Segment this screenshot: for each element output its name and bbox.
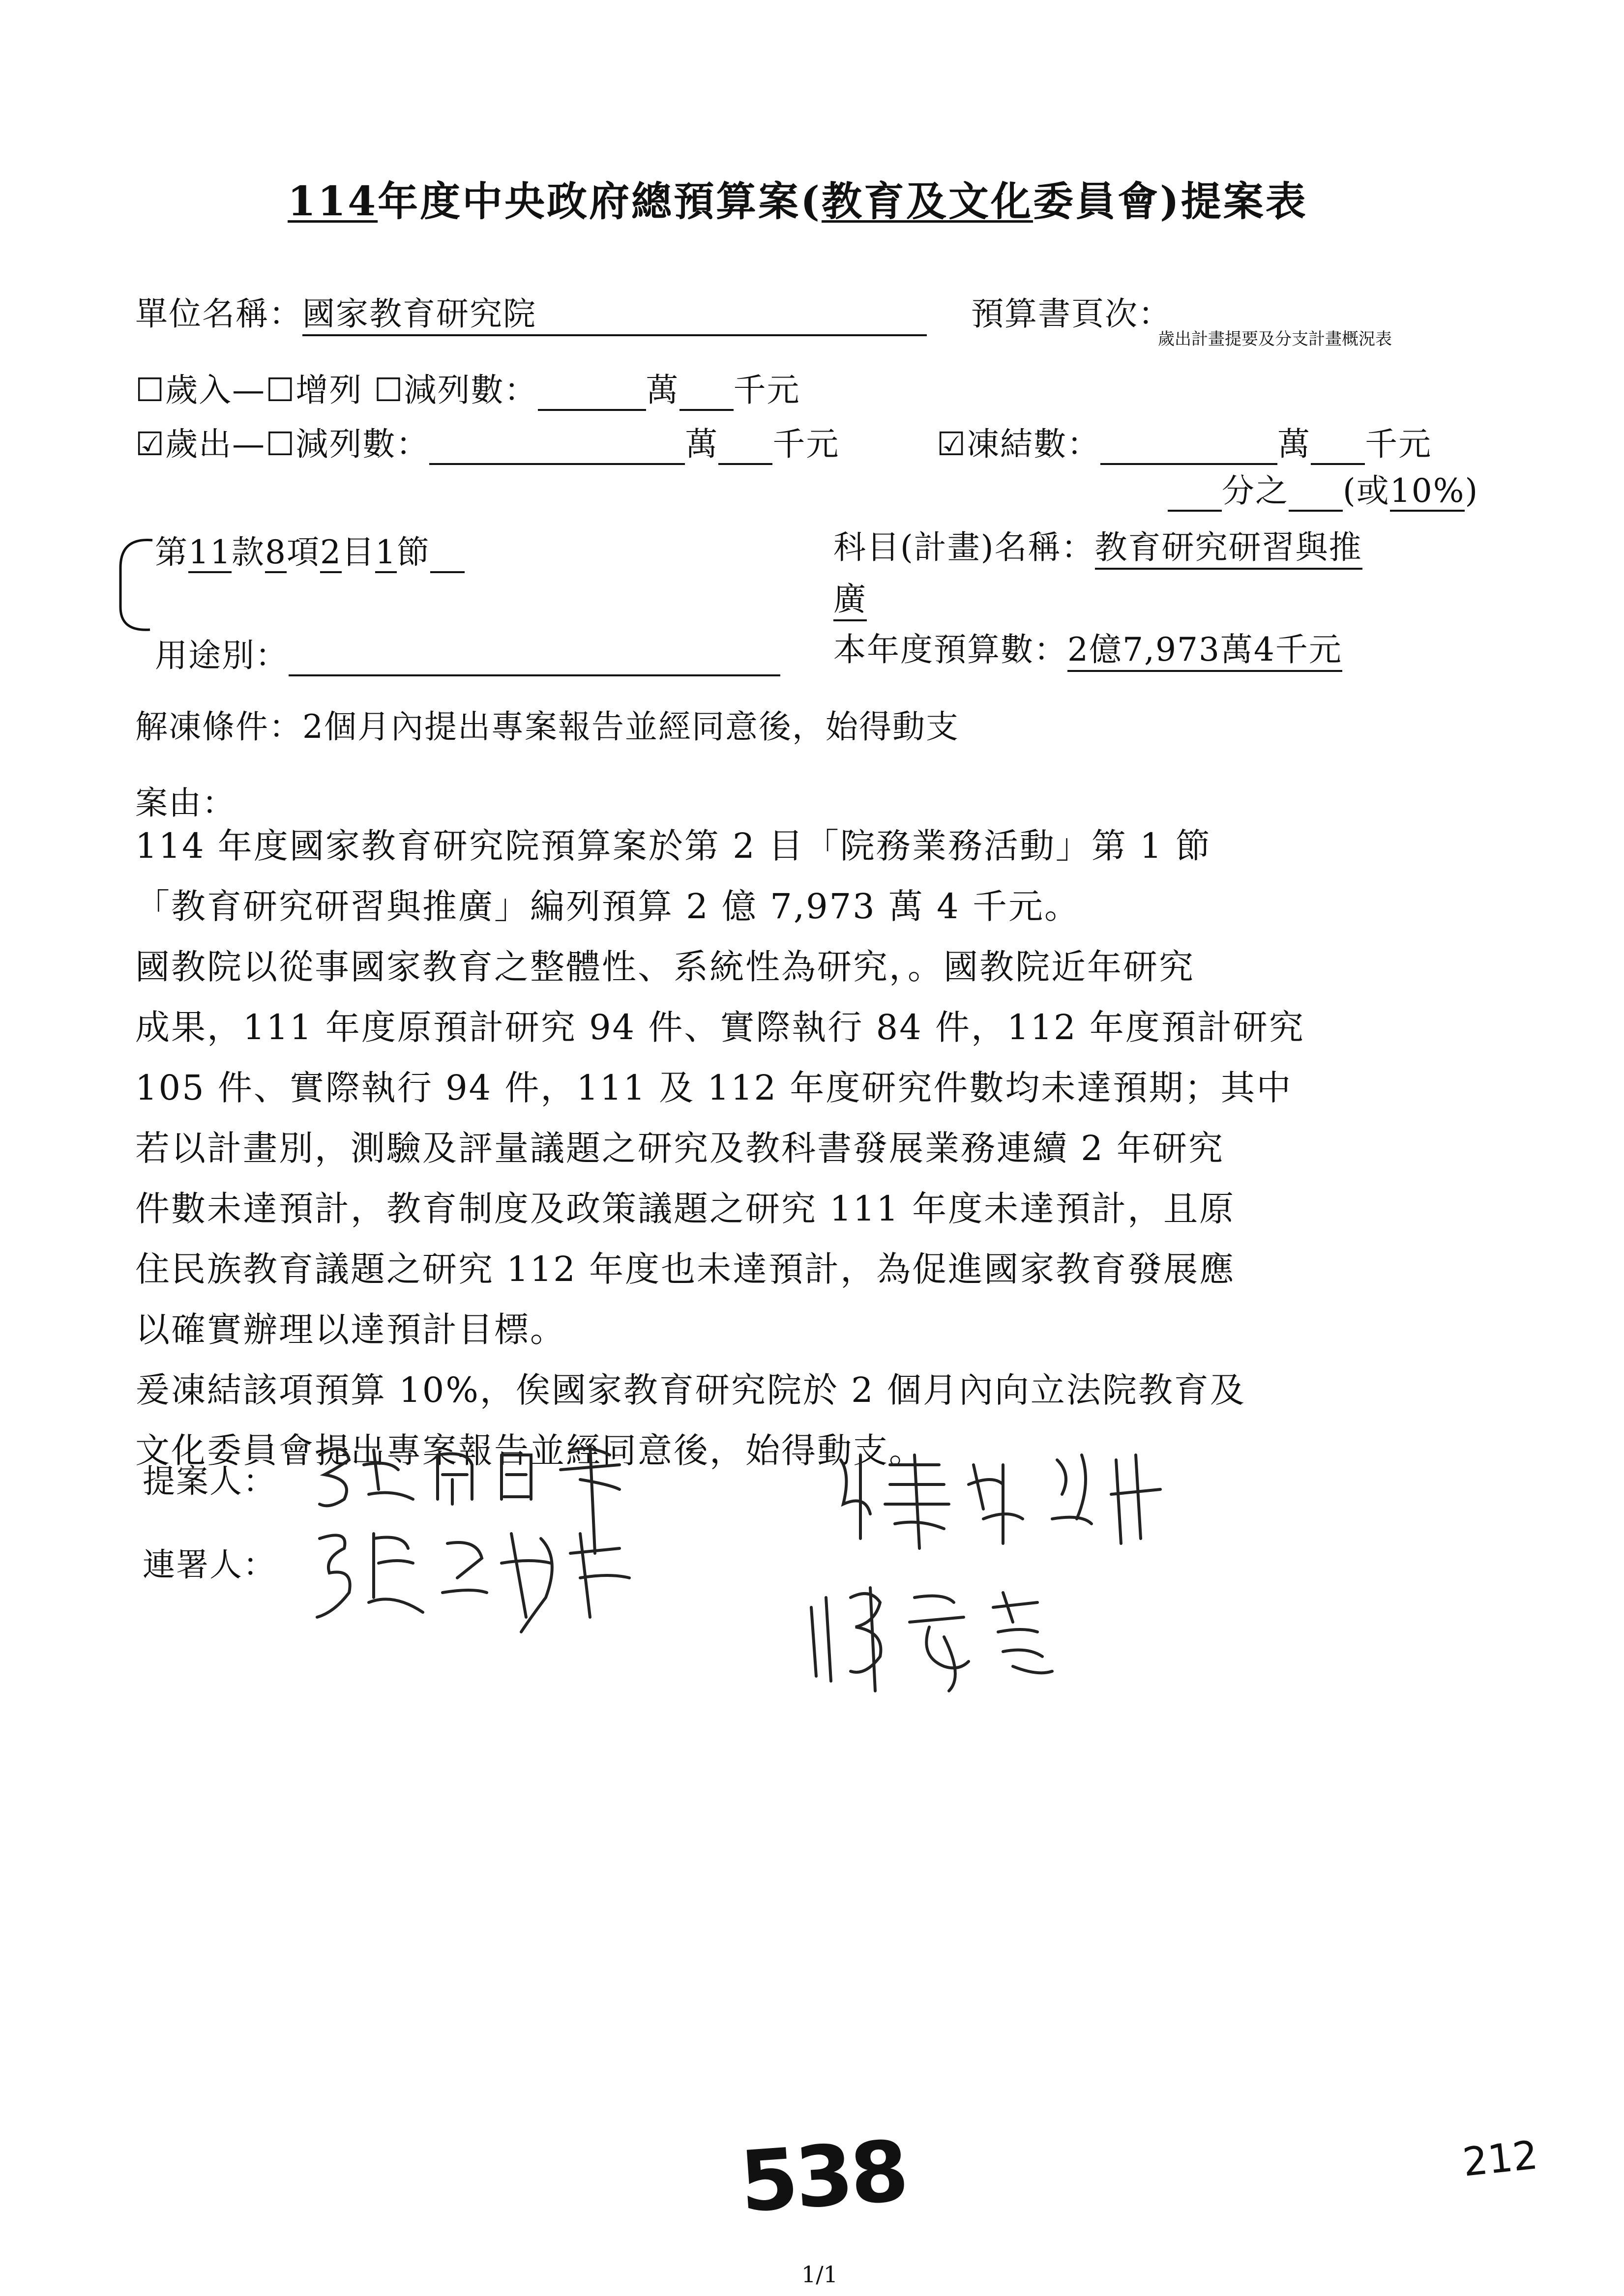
budget-value: 2億7,973萬4千元 xyxy=(1067,623,1342,672)
item-trailing-blank xyxy=(430,533,465,573)
revenue-qian: 千元 xyxy=(733,371,800,409)
item-mu: 目 xyxy=(341,533,375,571)
fraction-close: ) xyxy=(1465,472,1479,510)
expenditure-qian: 千元 xyxy=(772,425,840,463)
reason-line: 國教院以從事國家教育之整體性、系統性為研究，。國教院近年研究 xyxy=(135,947,1195,987)
item-mu-no: 2 xyxy=(320,533,342,573)
expenditure-wan-blank xyxy=(429,425,685,465)
revenue-increase-checkbox: ☐ xyxy=(266,371,296,409)
revenue-decrease-checkbox: ☐ xyxy=(374,371,404,409)
freeze-wan-blank xyxy=(1100,425,1277,465)
cosigner-signature-2 xyxy=(836,1445,1170,1563)
freeze-checkbox: ☑ xyxy=(937,425,967,463)
page-title xyxy=(288,170,1308,227)
unfreeze-value: 2個月內提出專案報告並經同意後，始得動支 xyxy=(302,708,959,746)
item-kuan: 款 xyxy=(231,533,265,571)
expenditure-decrease-label: 減列數： xyxy=(295,425,430,463)
freeze-wan: 萬 xyxy=(1277,425,1311,463)
freeze-row xyxy=(937,418,1432,465)
freeze-label: 凍結數： xyxy=(967,425,1101,463)
fraction-blank-1 xyxy=(1168,472,1222,512)
cosigner-label: 連署人： xyxy=(143,1546,276,1584)
usage-label: 用途別： xyxy=(155,637,289,674)
reason-line: 件數未達預計，教育制度及政策議題之研究 111 年度未達預計，且原 xyxy=(135,1189,1236,1229)
reason-label: 案由： xyxy=(135,784,236,822)
unfreeze-row xyxy=(135,700,959,747)
item-jie-no: 1 xyxy=(375,533,397,573)
expenditure-wan: 萬 xyxy=(685,425,719,463)
revenue-decrease-label: 減列數： xyxy=(404,371,538,409)
title-text-b: 委員會)提案表 xyxy=(1033,178,1308,225)
expenditure-qian-blank xyxy=(718,425,772,465)
title-year: 114 xyxy=(288,178,378,225)
revenue-label: 歲入— xyxy=(165,371,266,409)
budget-row xyxy=(833,623,1342,672)
revenue-wan-blank xyxy=(538,371,646,411)
page-ref-label: 預算書頁次： xyxy=(971,295,1172,333)
budget-label: 本年度預算數： xyxy=(833,631,1067,668)
unfreeze-label: 解凍條件： xyxy=(135,708,302,746)
reason-line: 爰凍結該項預算 10%，俟國家教育研究院於 2 個月內向立法院教育及 xyxy=(135,1370,1246,1410)
stamp-number: 538 xyxy=(737,2122,909,2232)
title-text-a: 年度中央政府總預算案( xyxy=(378,178,822,225)
expenditure-checkbox: ☑ xyxy=(135,425,166,463)
subject-label: 科目(計畫)名稱： xyxy=(833,528,1095,566)
cosigner-signature-3 xyxy=(806,1578,1111,1696)
expenditure-decrease-checkbox: ☐ xyxy=(266,425,296,463)
item-kuan-no: 11 xyxy=(188,533,232,573)
item-di: 第 xyxy=(155,533,188,571)
revenue-wan: 萬 xyxy=(646,371,679,409)
page-number: 1/1 xyxy=(801,2261,838,2288)
fraction-or: (或 xyxy=(1343,472,1390,510)
reason-body xyxy=(135,816,1305,1481)
item-bracket xyxy=(111,533,155,637)
page-ref-value: 歲出計畫提要及分支計畫概況表 xyxy=(1158,329,1392,349)
item-xiang-no: 8 xyxy=(265,533,287,573)
fraction-row xyxy=(1168,465,1478,512)
item-row xyxy=(155,526,465,573)
expenditure-row xyxy=(135,418,839,465)
expenditure-label: 歲出— xyxy=(165,425,266,463)
freeze-qian-blank xyxy=(1311,425,1365,465)
subject-value-line2-text: 廣 xyxy=(833,573,867,621)
unit-value: 國家教育研究院 xyxy=(302,288,927,336)
revenue-increase-label: 增列 xyxy=(295,371,374,409)
reason-line: 住民族教育議題之研究 112 年度也未達預計，為促進國家教育發展應 xyxy=(135,1249,1236,1289)
reason-line: 文化委員會提出專案報告並經同意後，始得動支。 xyxy=(135,1430,925,1471)
fraction-blank-2 xyxy=(1289,472,1343,512)
item-xiang: 項 xyxy=(286,533,320,571)
title-committee: 教育及文化 xyxy=(821,178,1033,225)
unit-row xyxy=(135,288,927,336)
fraction-fen: 分之 xyxy=(1222,472,1289,510)
usage-row xyxy=(155,629,780,676)
subject-value-line2 xyxy=(833,573,867,621)
corner-mark: 212 xyxy=(1460,2132,1540,2185)
reason-line: 若以計畫別，測驗及評量議題之研究及教科書發展業務連續 2 年研究 xyxy=(135,1128,1225,1168)
usage-blank xyxy=(289,637,780,676)
reason-line: 「教育研究研習與推廣」編列預算 2 億 7,973 萬 4 千元。 xyxy=(135,886,1080,927)
item-jie: 節 xyxy=(396,533,430,571)
subject-row xyxy=(833,521,1362,570)
fraction-percent: 10% xyxy=(1390,472,1465,512)
reason-line: 114 年度國家教育研究院預算案於第 2 目「院務業務活動」第 1 節 xyxy=(135,826,1211,866)
reason-line: 以確實辦理以達預計目標。 xyxy=(135,1309,566,1350)
revenue-row xyxy=(135,364,800,411)
revenue-checkbox: ☐ xyxy=(135,371,166,409)
freeze-qian: 千元 xyxy=(1365,425,1432,463)
cosigner-signature-1 xyxy=(315,1519,659,1637)
unit-label: 單位名稱： xyxy=(135,295,302,333)
revenue-qian-blank xyxy=(679,371,734,411)
reason-line: 成果，111 年度原預計研究 94 件、實際執行 84 件，112 年度預計研究 xyxy=(135,1007,1305,1047)
subject-value-line1: 教育研究研習與推 xyxy=(1095,521,1362,570)
proposer-label: 提案人： xyxy=(143,1462,276,1500)
reason-line: 105 件、實際執行 94 件，111 及 112 年度研究件數均未達預期；其中 xyxy=(135,1068,1293,1108)
